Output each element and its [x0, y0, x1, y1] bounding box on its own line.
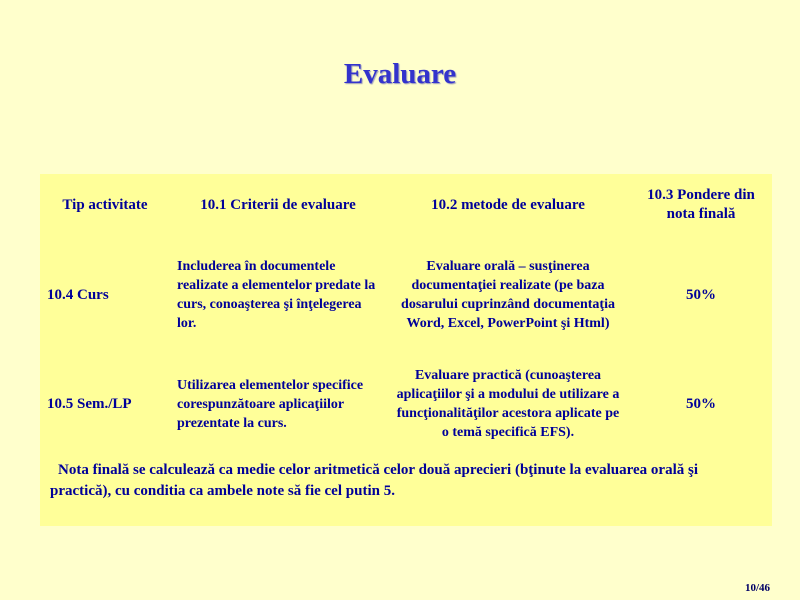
row-sem-criterii: Utilizarea elementelor specifice corespunzătoare aplicaţiilor prezentate la curs. — [177, 377, 364, 431]
evaluation-table — [40, 174, 772, 502]
evaluation-table-container — [40, 174, 772, 526]
slide-title: Evaluare — [343, 58, 457, 90]
row-curs-pondere: 50% — [686, 286, 716, 303]
row-sem-tip: 10.5 Sem./LP — [47, 395, 132, 412]
row-sem-pondere: 50% — [686, 395, 716, 412]
table-header-row — [40, 174, 772, 236]
table-row — [40, 354, 772, 454]
header-pondere: 10.3 Pondere din nota finală — [647, 187, 755, 222]
row-curs-tip: 10.4 Curs — [47, 286, 109, 303]
header-metode: 10.2 metode de evaluare — [431, 196, 585, 213]
note-row — [40, 454, 772, 502]
header-criterii: 10.1 Criterii de evaluare — [200, 196, 356, 213]
header-tip-activitate: Tip activitate — [62, 196, 148, 213]
table-row — [40, 236, 772, 354]
page-number: 10/46 — [744, 582, 770, 594]
row-curs-metode: Evaluare orală – susţinerea documentaţiei realizate (pe baza dosarului cuprinzând documentaţia Word, Excel, PowerPoint şi Html) — [401, 259, 615, 331]
final-grade-note: Nota finală se calculează ca medie celor aritmetică celor două aprecieri (bţinute la evaluarea orală şi practică), cu conditia ca ambele note să fie cel putin 5. — [50, 462, 698, 499]
row-sem-metode: Evaluare practică (cunoaşterea aplicaţiilor şi a modului de utilizare a funcţionalităţilor acestora aplicate pe o temă specifică EFS). — [396, 368, 620, 440]
row-curs-criterii: Includerea în documentele realizate a elementelor predate la curs, conoaşterea şi înţelegerea lor. — [177, 259, 376, 331]
